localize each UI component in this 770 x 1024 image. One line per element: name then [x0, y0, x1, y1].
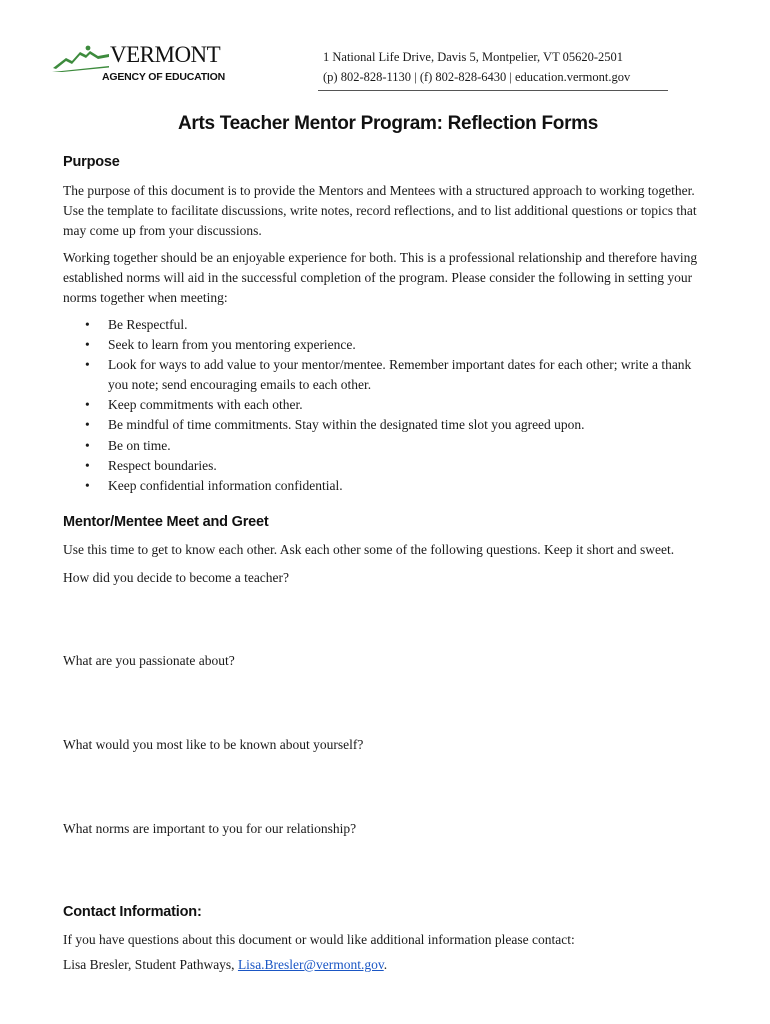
meet-greet-heading: Mentor/Mentee Meet and Greet — [63, 513, 269, 530]
norms-list — [63, 315, 713, 496]
list-item: • Respect boundaries. — [85, 457, 217, 473]
vermont-aoe-logo — [52, 42, 225, 86]
question-2: What are you passionate about? — [63, 652, 235, 668]
question-3: What would you most like to be known about yourself? — [63, 736, 364, 752]
contact-intro: If you have questions about this document or would like additional information please contact: — [63, 931, 575, 947]
list-item: • Look for ways to add value to your mentor/mentee. Remember important dates for each other; write a thank you note; send encouraging emails to each other. — [85, 357, 692, 393]
header-divider — [318, 90, 668, 91]
page-header — [0, 0, 770, 96]
list-item: • Keep commitments with each other. — [85, 397, 303, 413]
address-line-1: 1 National Life Drive, Davis 5, Montpelier, VT 05620-2501 — [323, 50, 624, 64]
list-item: • Keep confidential information confidential. — [85, 477, 343, 493]
contact-line: Lisa Bresler, Student Pathways, Lisa.Bresler@vermont.gov. — [63, 956, 388, 972]
purpose-paragraph-1: The purpose of this document is to provide the Mentors and Mentees with a structured approach to working together. Use the template to facilitate discussions, write notes, record reflections, and to list additional questions or topics that may come up from your discussions. — [63, 183, 697, 238]
meet-greet-intro: Use this time to get to know each other. Ask each other some of the following questions. Keep it short and sweet. — [63, 541, 675, 557]
purpose-paragraph-2: Working together should be an enjoyable experience for both. This is a professional relationship and therefore having established norms will aid in the successful completion of the program. Please consider the following in setting your norms together when meeting: — [63, 250, 698, 305]
logo-wordmark: VERMONT — [110, 42, 221, 67]
address-line-2: (p) 802-828-1130 | (f) 802-828-6430 | education.vermont.gov — [323, 70, 631, 84]
agency-address — [323, 47, 630, 87]
page-title: Arts Teacher Mentor Program: Reflection Forms — [177, 113, 599, 134]
question-4: What norms are important to you for our relationship? — [63, 820, 357, 836]
contact-name: Lisa Bresler, Student Pathways, — [63, 956, 238, 972]
logo-subtitle: AGENCY OF EDUCATION — [102, 71, 225, 83]
question-1: How did you decide to become a teacher? — [63, 569, 290, 585]
list-item: • Be mindful of time commitments. Stay within the designated time slot you agreed upon. — [85, 417, 585, 433]
document-body — [63, 104, 713, 975]
list-item: • Be on time. — [85, 437, 171, 453]
contact-email-link[interactable]: Lisa.Bresler@vermont.gov — [237, 956, 384, 972]
mountain-logo-icon — [52, 42, 112, 72]
list-item: • Be Respectful. — [85, 317, 188, 332]
list-item: • Seek to learn from you mentoring experience. — [85, 337, 356, 353]
purpose-heading: Purpose — [63, 154, 120, 170]
contact-heading: Contact Information: — [63, 903, 202, 920]
